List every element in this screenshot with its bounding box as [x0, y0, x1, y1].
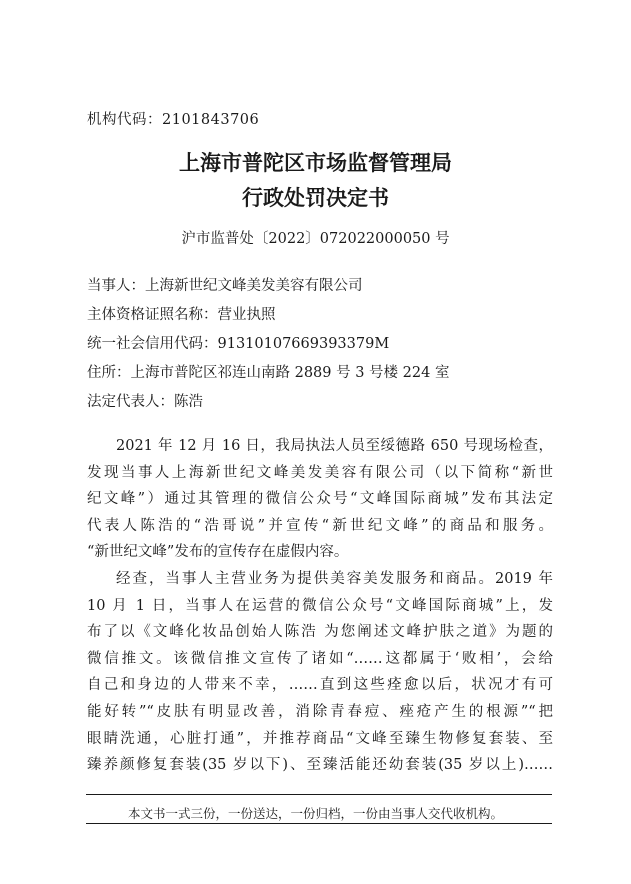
body-line: 臻养颜修复套装(35 岁以下)、至臻活能还幼套装(35 岁以上)……: [87, 757, 553, 774]
body-line: 代表人陈浩的“浩哥说”并宣传“新世纪文峰”的商品和服务。: [87, 517, 553, 534]
body-line: 2021 年 12 月 16 日，我局执法人员至绥德路 650 号现场检查，: [116, 438, 553, 454]
body-line: 自己和身边的人带来不幸，……直到这些痊愈以后，状况才有可: [87, 677, 553, 694]
body-line: 纪文峰”）通过其管理的微信公众号“文峰国际商城”发布其法定: [87, 491, 553, 508]
body-line: 发现当事人上海新世纪文峰美发美容有限公司（以下简称“新世: [87, 464, 553, 481]
body-text: [87, 433, 553, 779]
party-license-type: 主体资格证照名称：营业执照: [87, 307, 276, 323]
party-info-block: [87, 272, 449, 417]
party-address: 住所：上海市普陀区祁连山南路 2889 号 3 号楼 224 室: [87, 365, 450, 381]
body-line: 微信推文。该微信推文宣传了诸如“……这都属于‘败相’，会给: [87, 650, 553, 667]
document-type-title: 行政处罚决定书: [242, 185, 389, 210]
footer-bottom-rule: [86, 823, 552, 824]
body-line: 10 月 1 日，当事人在运营的微信公众号“文峰国际商城”上，发: [87, 597, 553, 614]
body-line: 眼睛洗通，心脏打通”，并推荐商品“文峰至臻生物修复套装、至: [87, 730, 553, 747]
body-line: 经查，当事人主营业务为提供美容美发服务和商品。2019 年: [116, 570, 553, 587]
party-legal-representative: 法定代表人：陈浩: [87, 394, 203, 410]
footer-note: 本文书一式三份，一份送达，一份归档，一份由当事人交代收机构。: [127, 806, 503, 821]
party-name: 当事人：上海新世纪文峰美发美容有限公司: [87, 278, 363, 294]
party-credit-code: 统一社会信用代码：91310107669393379M: [87, 336, 390, 352]
footer-top-rule: [86, 794, 552, 795]
paragraph-inspection: [87, 433, 553, 566]
document-number: 沪市监普处〔2022〕072022000050 号: [181, 231, 450, 247]
body-line: “新世纪文峰”发布的宣传存在虚假内容。: [87, 544, 349, 561]
body-line: 能好转”“皮肤有明显改善，消除青春痘、痤疮产生的根源”“把: [87, 703, 553, 720]
issuing-authority-title: 上海市普陀区市场监督管理局: [179, 150, 452, 175]
body-line: 布了以《文峰化妆品创始人陈浩 为您阐述文峰护肤之道》为题的: [87, 624, 553, 641]
paragraph-investigation: [87, 566, 553, 779]
org-code: 机构代码：2101843706: [87, 112, 260, 128]
